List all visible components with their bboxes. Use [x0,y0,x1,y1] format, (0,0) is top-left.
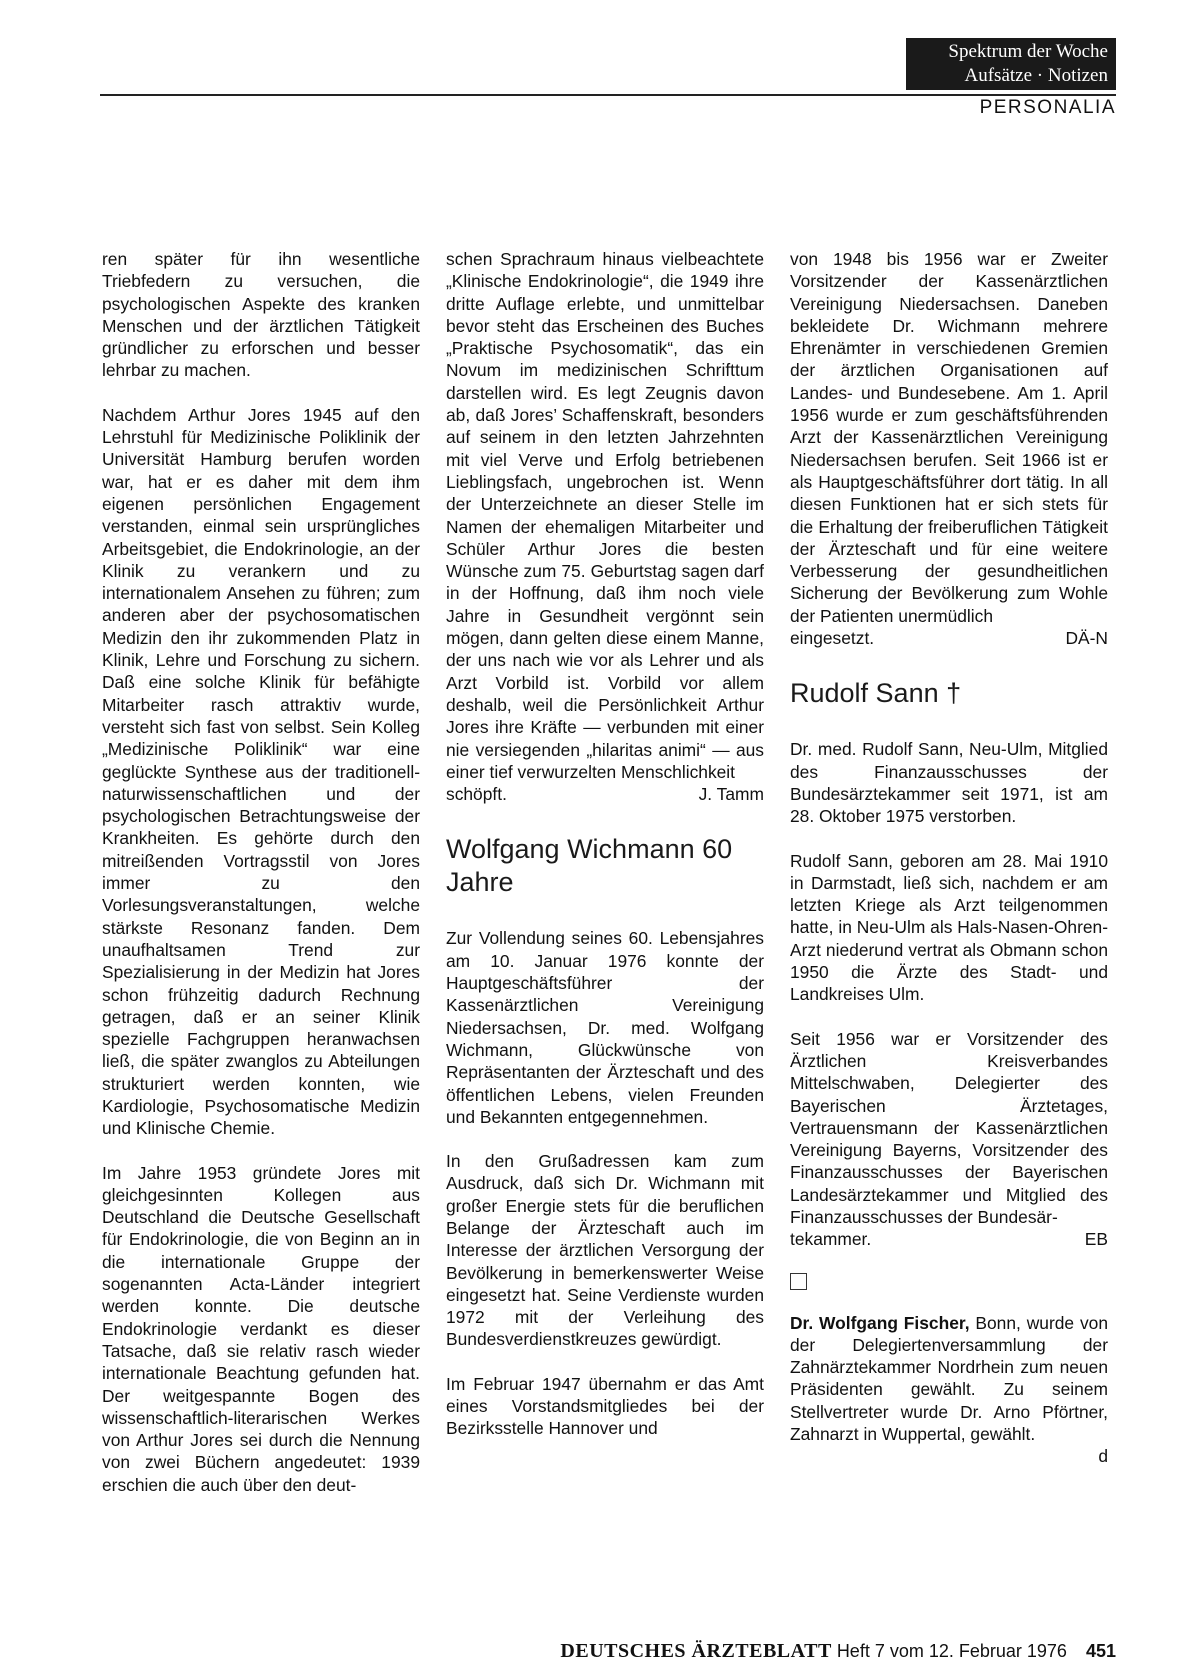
paragraph: Seit 1956 war er Vorsitzender des Ärztlichen Kreisverbandes Mittelschwaben, Delegierter des Bayerischen Ärztetages, Vertrauensmann der Kassenärztlichen Vereinigung Bayerns, Vorsitzender des Finanzausschusses der Bayerischen Landesärztekammer und Mitglied des Finanzausschusses der Bundesär- [790,1028,1108,1227]
page-number: 451 [1085,1641,1116,1661]
paragraph: schen Sprachraum hinaus vielbeachtete „Klinische Endokrinologie“, die 1949 ihre dritte Auflage erlebte, und unmittelbar bevor steht das Erscheinen des Buches „Praktische Psychosomatik“, das ein Novum im medizinischen Schrifttum darstellen wird. Es legt Zeugnis davon ab, daß Jores’ Schaffenskraft, besonders auf seinem in den letzten Jahrzehnten mit viel Verve und Erfolg betriebenen Lieblingsfach, ungebrochen ist. Wenn der Unterzeichnete an dieser Stelle im Namen der ehemaligen Mitarbeiter und Schüler Arthur Jores die besten Wünsche zum 75. Geburtstag sagen darf in der Hoffnung, daß ihm noch viele Jahre in Gesundheit vergönnt sein mögen, dann gelten diese einem Manne, der uns nach wie vor als Lehrer und als Arzt Vorbild ist. Vorbild vor allem deshalb, weil die Persönlichkeit Arthur Jores ihre Kräfte — verbunden mit einer nie versiegenden „hilaritas animi“ — aus einer tief verwurzelten Menschlichkeit [446,249,764,782]
signature-line [446,783,764,805]
paragraph: Zur Vollendung seines 60. Lebensjahres am 10. Januar 1976 konnte der Hauptgeschäftsführer der Kassenärztlichen Vereinigung Niedersachsen, Dr. med. Wolfgang Wichmann, Glückwünsche von Repräsentanten der Ärzteschaft und des öffentlichen Lebens, vielen Freunden und Bekannten entgegennehmen. [446,928,764,1127]
paragraph: Im Jahre 1953 gründete Jores mit gleichgesinnten Kollegen aus Deutschland die Deutsche Gesellschaft für Endokrinologie, die von Beginn an in die internationale Gruppe der sogenannten Acta-Länder integriert werden konnte. Die deutsche Endokrinologie verdankt es dieser Tatsache, daß sie relativ rasch wieder internationale Beachtung gefunden hat. Der weitgespannte Bogen des wissenschaftlich-literarischen Werkes von Arthur Jores sei durch die Nennung von zwei Büchern angedeutet: 1939 erschien die auch über den deut- [102,1162,420,1495]
paragraph: Nachdem Arthur Jores 1945 auf den Lehrstuhl für Medizinische Poliklinik der Universität Hamburg berufen worden war, hat er es daher mit dem ihm eigenen persönlichen Engagement verstanden, einmal sein ursprüngliches Arbeitsgebiet, die Endokrinologie, an der Klinik zu verankern und zu internationalem Ansehen zu führen; zum anderen aber der psychosomatischen Medizin den ihr zukommenden Platz in Klinik, Lehre und Forschung zu sichern. Daß eine solche Klinik für befähigte Mitarbeiter rasch attraktiv wurde, versteht sich fast von selbst. Sein Kolleg „Medizinische Poliklinik“ war eine geglückte Synthese aus der traditionell-naturwissenschaftlichen und der psychologischen Betrachtungsweise der Krankheiten. Es gehörte durch den mitreißenden Vortragsstil von Jores immer zu den Vorlesungsveranstaltungen, welche stärkste Resonanz fanden. Dem unaufhaltsamen Trend zur Spezialisierung in der Medizin hat Jores schon frühzeitig dadurch Rechnung getragen, daß er an seiner Klinik spezielle Fachgruppen heranwachsen ließ, die später zwanglos zu Abteilungen strukturiert werden konnten, wie Kardiologie, Psychosomatische Medizin und Klinische Chemie. [102,404,420,1139]
page-footer [560,1640,1116,1663]
paragraph [790,1312,1108,1446]
paragraph-end: eingesetzt. [790,628,875,649]
column-3 [790,248,1108,1468]
paragraph-end: tekammer. [790,1229,872,1250]
column-1 [102,248,420,1518]
article-headline: Rudolf Sann † [790,678,962,709]
paragraph: von 1948 bis 1956 war er Zweiter Vorsitzender der Kassenärztlichen Vereinigung Niedersachsen. Daneben bekleidete Dr. Wichmann mehrere Ehrenämter in verschiedenen Gremien der ärztlichen Organisationen auf Landes- und Bundesebene. Am 1. April 1956 wurde er zum geschäftsführenden Arzt der Kassenärztlichen Vereinigung Niedersachsen berufen. Seit 1966 ist er als Hauptgeschäftsführer dort tätig. In all diesen Funktionen hat er sich stets für die Erhaltung der freiberuflichen Tätigkeit der Ärzteschaft und für eine weitere Verbesserung der gesundheitlichen Sicherung der Bevölkerung zum Wohle der Patienten unermüdlich [790,249,1108,626]
paragraph-end: schöpft. [446,784,507,805]
section-header-box [906,38,1116,90]
section-label: PERSONALIA [979,97,1116,118]
paragraph: In den Grußadressen kam zum Ausdruck, daß sich Dr. Wichmann mit großer Energie stets für die beruflichen Belange der Ärzteschaft auch im Interesse der ärztlichen Versorgung der Bevölkerung in bemerkenswerter Weise eingesetzt hat. Seine Verdienste wurden 1972 mit der Verleihung des Bundesverdienstkreuzes gewürdigt. [446,1151,764,1350]
signature-line [790,1445,1108,1467]
signature-line [790,627,1108,649]
header-rule [100,94,1116,96]
author-signature: d [1098,1446,1108,1467]
author-signature: DÄ-N [1065,628,1108,649]
paragraph: Dr. med. Rudolf Sann, Neu-Ulm, Mitglied des Finanzausschusses der Bundesärztekammer seit 1971, ist am 28. Oktober 1975 verstorben. [790,739,1108,827]
person-name: Dr. Wolfgang Fischer, [790,1312,970,1333]
paragraph: Im Februar 1947 übernahm er das Amt eines Vorstandsmitgliedes bei der Bezirksstelle Hannover und [446,1373,764,1439]
column-2 [446,248,764,1462]
paragraph: ren später für ihn wesentliche Triebfedern zu versuchen, die psychologischen Aspekte des kranken Menschen und der ärztlichen Tätigkeit gründlicher zu erforschen und besser lehrbar zu machen. [102,249,420,381]
author-signature: EB [1084,1229,1108,1250]
journal-name: DEUTSCHES ÄRZTEBLATT [560,1640,832,1662]
signature-line [790,1228,1108,1250]
paragraph: Rudolf Sann, geboren am 28. Mai 1910 in Darmstadt, ließ sich, nachdem er am letzten Kriege als Arzt teilgenommen hatte, in Neu-Ulm als Hals-Nasen-Ohren-Arzt niederund vertrat als Obmann schon 1950 die Ärzte des Stadt- und Landkreises Ulm. [790,850,1108,1005]
author-signature: J. Tamm [698,784,764,805]
header-line-1: Spektrum der Woche [948,41,1108,62]
issue-info: Heft 7 vom 12. Februar 1976 [836,1641,1067,1661]
header-line-2: Aufsätze · Notizen [964,65,1108,86]
section-box-icon [790,1273,807,1290]
article-headline: Wolfgang Wichmann 60 Jahre [446,834,733,898]
paragraph-text: Bonn, wurde von der Delegiertenversammlung der Zahnärztekammer Nordrhein zum neuen Präsidenten gewählt. Zu seinem Stellvertreter wurde Dr. Arno Pförtner, Zahnarzt in Wuppertal, gewählt. [790,1312,1108,1445]
